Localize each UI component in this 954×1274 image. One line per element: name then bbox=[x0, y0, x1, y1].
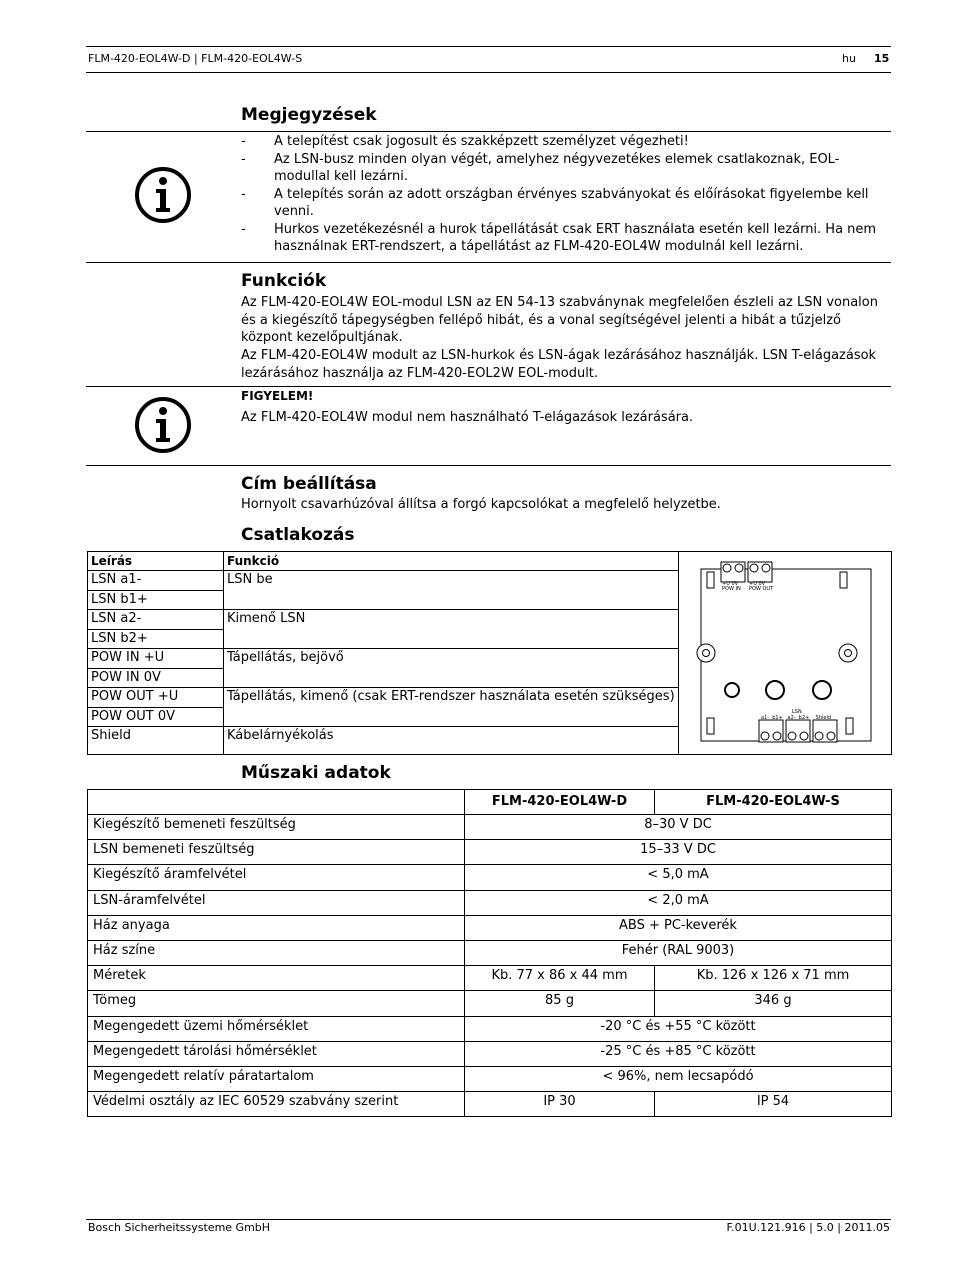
address-text: Hornyolt csavarhúzóval állítsa a forgó kapcsolókat a megfelelő helyzetbe. bbox=[241, 497, 721, 512]
list-item: - Az LSN-busz minden olyan végét, amelyhez négyvezetékes elemek csatlakoznak, EOL-modullal kell lezárni. bbox=[241, 151, 891, 186]
row-label: Megengedett tárolási hőmérséklet bbox=[88, 1041, 465, 1066]
row-value: 8–30 V DC bbox=[465, 815, 892, 840]
table-cell: POW OUT +U bbox=[88, 688, 224, 708]
lsn-label: LSN bbox=[792, 709, 802, 715]
table-cell: Kimenő LSN bbox=[224, 610, 679, 649]
info-icon bbox=[134, 166, 192, 224]
row-value: -20 °C és +55 °C között bbox=[465, 1016, 892, 1041]
row-value: < 2,0 mA bbox=[465, 890, 892, 915]
table-row bbox=[88, 1041, 892, 1066]
row-value: Fehér (RAL 9003) bbox=[465, 940, 892, 965]
tech-heading: Műszaki adatok bbox=[241, 763, 391, 783]
column-header-description: Leírás bbox=[88, 552, 224, 571]
table-row bbox=[88, 1066, 892, 1091]
footer-rule bbox=[86, 1219, 891, 1220]
row-label: Kiegészítő bemeneti feszültség bbox=[88, 815, 465, 840]
table-row bbox=[88, 966, 892, 991]
table-row bbox=[88, 940, 892, 965]
row-value-s: Kb. 126 x 126 x 71 mm bbox=[655, 966, 892, 991]
page-number: 15 bbox=[874, 52, 890, 65]
connection-table bbox=[87, 551, 679, 755]
row-label: Kiegészítő áramfelvétel bbox=[88, 865, 465, 890]
pow-out-label: +U 0V POW OUT bbox=[749, 581, 774, 592]
module-drawing bbox=[679, 552, 891, 754]
row-value: -25 °C és +85 °C között bbox=[465, 1041, 892, 1066]
list-item: - A telepítést csak jogosult és szakképzett személyzet végezheti! bbox=[241, 133, 891, 151]
footer-doc-ref: F.01U.121.916 | 5.0 | 2011.05 bbox=[726, 1221, 890, 1234]
table-cell: Shield bbox=[88, 727, 224, 755]
row-value: 15–33 V DC bbox=[465, 840, 892, 865]
table-row bbox=[88, 815, 892, 840]
table-cell: POW IN 0V bbox=[88, 668, 224, 688]
row-value: ABS + PC-keverék bbox=[465, 915, 892, 940]
row-label: Védelmi osztály az IEC 60529 szabvány szerint bbox=[88, 1092, 465, 1117]
caution-bottom-rule bbox=[86, 465, 891, 466]
row-value-s: IP 54 bbox=[655, 1092, 892, 1117]
table-row bbox=[88, 865, 892, 890]
caution-top-rule bbox=[86, 386, 891, 387]
header-bottom-rule bbox=[86, 72, 891, 73]
table-row bbox=[88, 1016, 892, 1041]
language-code: hu bbox=[842, 52, 856, 65]
row-label: LSN bemeneti feszültség bbox=[88, 840, 465, 865]
row-label: Ház színe bbox=[88, 940, 465, 965]
row-label: Megengedett relatív páratartalom bbox=[88, 1066, 465, 1091]
row-value-d: 85 g bbox=[465, 991, 655, 1016]
doc-title: FLM-420-EOL4W-D | FLM-420-EOL4W-S bbox=[88, 52, 303, 65]
header-top-rule bbox=[86, 46, 891, 47]
functions-paragraph-1: Az FLM-420-EOL4W EOL-modul LSN az EN 54-13 szabványnak megfelelően észleli az LSN vonalon és a kiegészítő tápegységben fellépő hibát, és a vonal segítségével jelenti a hibát a tűzjelző központ kezelőpultjának. bbox=[241, 295, 878, 345]
column-header-s: FLM-420-EOL4W-S bbox=[655, 790, 892, 815]
notes-list bbox=[241, 133, 891, 256]
table-row bbox=[88, 915, 892, 940]
column-header-function: Funkció bbox=[224, 552, 679, 571]
table-cell: LSN be bbox=[224, 571, 679, 610]
notes-top-rule bbox=[86, 131, 891, 132]
table-cell: Tápellátás, kimenő (csak ERT-rendszer használata esetén szükséges) bbox=[224, 688, 679, 727]
list-item: - A telepítés során az adott országban érvényes szabványokat és előírásokat figyelembe kell venni. bbox=[241, 186, 891, 221]
functions-paragraph-2: Az FLM-420-EOL4W modult az LSN-hurkok és LSN-ágak lezárásához használják. LSN T-elágazások lezárásához használja az FLM-420-EOL2W EOL-modult. bbox=[241, 348, 877, 381]
caution-label: FIGYELEM! bbox=[241, 389, 314, 403]
table-row bbox=[88, 840, 892, 865]
bottom-terminal-labels: a1- b1+ a2- b2+ Shield bbox=[761, 715, 832, 721]
footer-company: Bosch Sicherheitssysteme GmbH bbox=[88, 1221, 271, 1234]
row-value-s: 346 g bbox=[655, 991, 892, 1016]
table-cell: Kábelárnyékolás bbox=[224, 727, 679, 755]
notes-bottom-rule bbox=[86, 262, 891, 263]
table-cell: Tápellátás, bejövő bbox=[224, 649, 679, 688]
pow-in-label: +U 0V POW IN bbox=[722, 581, 741, 592]
table-cell: LSN b1+ bbox=[88, 590, 224, 610]
row-label: Ház anyaga bbox=[88, 915, 465, 940]
row-label: LSN-áramfelvétel bbox=[88, 890, 465, 915]
spec-table bbox=[87, 789, 892, 1117]
functions-heading: Funkciók bbox=[241, 271, 327, 291]
info-icon bbox=[134, 396, 192, 454]
notes-heading: Megjegyzések bbox=[241, 105, 377, 125]
table-row bbox=[88, 1092, 892, 1117]
table-cell: LSN b2+ bbox=[88, 629, 224, 649]
caution-text: Az FLM-420-EOL4W modul nem használható T-elágazások lezárására. bbox=[241, 410, 694, 425]
column-header-empty bbox=[88, 790, 465, 815]
table-cell: LSN a2- bbox=[88, 610, 224, 630]
row-value-d: IP 30 bbox=[465, 1092, 655, 1117]
wiring-diagram bbox=[678, 551, 892, 755]
row-label: Tömeg bbox=[88, 991, 465, 1016]
connection-heading: Csatlakozás bbox=[241, 525, 355, 545]
column-header-d: FLM-420-EOL4W-D bbox=[465, 790, 655, 815]
table-cell: POW OUT 0V bbox=[88, 707, 224, 727]
row-label: Megengedett üzemi hőmérséklet bbox=[88, 1016, 465, 1041]
row-value: < 96%, nem lecsapódó bbox=[465, 1066, 892, 1091]
table-row bbox=[88, 890, 892, 915]
row-label: Méretek bbox=[88, 966, 465, 991]
row-value-d: Kb. 77 x 86 x 44 mm bbox=[465, 966, 655, 991]
table-cell: LSN a1- bbox=[88, 571, 224, 591]
list-item: - Hurkos vezetékezésnél a hurok tápellátását csak ERT használata esetén kell lezárni. Ha nem használnak ERT-rendszert, a tápellátást az FLM-420-EOL4W modulnál kell lezárni. bbox=[241, 221, 891, 256]
row-value: < 5,0 mA bbox=[465, 865, 892, 890]
table-cell: POW IN +U bbox=[88, 649, 224, 669]
table-row bbox=[88, 991, 892, 1016]
address-heading: Cím beállítása bbox=[241, 474, 377, 494]
